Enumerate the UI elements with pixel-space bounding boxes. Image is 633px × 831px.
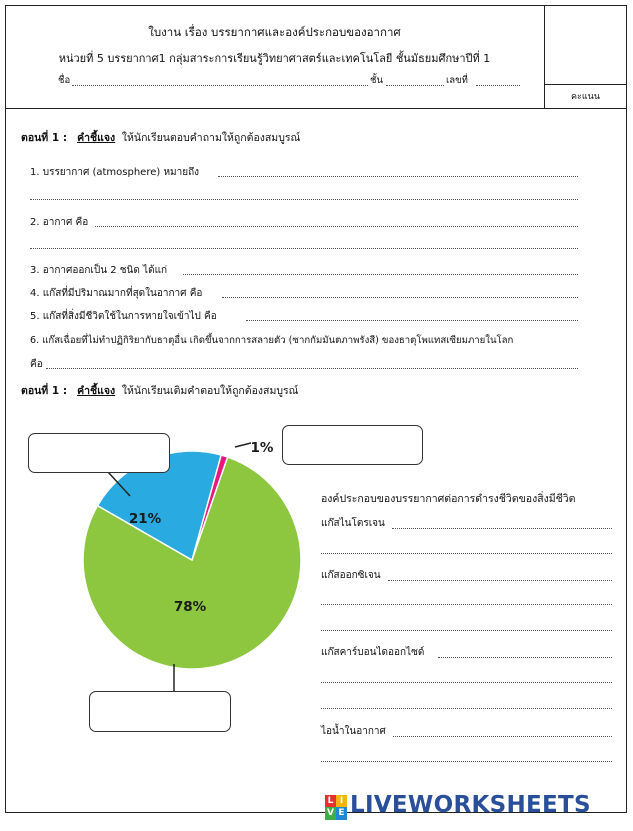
answer-box-78-percent[interactable]	[89, 691, 231, 732]
score-label: คะแนน	[571, 92, 600, 102]
question-6: 6. แก๊สเฉื่อยที่ไม่ทำปฏิกิริยากับธาตุอื่น เกิดขึ้นจากการสลายตัว (ซากกัมมันตภาพรังสี) ของธาตุโพแทสเซียมภายในโลก	[30, 335, 514, 346]
answer-line-6[interactable]	[46, 368, 578, 369]
worksheet-subtitle: หน่วยที่ 5 บรรยากาศ1 กลุ่มสาระการเรียนรู้วิทยาศาสตร์และเทคโนโลยี ชั้นมัธยมศึกษาปีที่ 1	[58, 52, 491, 65]
oxygen-line-2[interactable]	[321, 604, 612, 605]
oxygen-line-3[interactable]	[321, 630, 612, 631]
part1-instruction-label: คำชี้แจง	[77, 132, 116, 144]
number-label: เลขที่	[446, 75, 468, 86]
part2-label: ตอนที่ 1 :	[21, 385, 68, 397]
co2-line-3[interactable]	[321, 708, 612, 709]
co2-line-2[interactable]	[321, 682, 612, 683]
nitrogen-line-1[interactable]	[392, 528, 612, 529]
part1-instruction: ให้นักเรียนตอบคำถามให้ถูกต้องสมบูรณ์	[121, 132, 301, 144]
part2-instruction: ให้นักเรียนเติมคำตอบให้ถูกต้องสมบูรณ์	[121, 385, 299, 397]
pie-label-78: 78%	[173, 599, 207, 615]
part1-heading	[21, 129, 300, 146]
name-label: ชื่อ	[58, 75, 71, 86]
right-column-title: องค์ประกอบของบรรยากาศต่อการดำรงชีวิตของสิ่งมีชีวิต	[321, 493, 576, 505]
part2-instruction-label: คำชี้แจง	[77, 385, 116, 397]
question-2: 2. อากาศ คือ	[30, 217, 89, 228]
part1-label: ตอนที่ 1 :	[21, 132, 68, 144]
name-answer-line	[72, 85, 368, 86]
pie-label-1: 1%	[250, 440, 274, 456]
answer-line-2b[interactable]	[30, 248, 578, 249]
answer-line-1b[interactable]	[30, 199, 578, 200]
number-answer-line	[476, 85, 520, 86]
badge-letter-l: L	[325, 795, 336, 807]
oxygen-line-1[interactable]	[388, 580, 612, 581]
question-5: 5. แก๊สที่สิ่งมีชีวิตใช้ในการหายใจเข้าไป คือ	[30, 311, 217, 322]
answer-line-2a[interactable]	[95, 226, 578, 227]
answer-line-1a[interactable]	[218, 176, 578, 177]
water-vapor-line-1[interactable]	[393, 736, 612, 737]
answer-line-3[interactable]	[183, 274, 578, 275]
header-divider	[5, 108, 627, 109]
answer-box-21-percent[interactable]	[28, 433, 170, 473]
part2-heading	[21, 382, 298, 399]
question-1: 1. บรรยากาศ (atmosphere) หมายถึง	[30, 167, 200, 178]
score-label-divider	[544, 84, 627, 85]
question-3: 3. อากาศออกเป็น 2 ชนิด ได้แก่	[30, 265, 168, 276]
answer-line-5[interactable]	[246, 320, 578, 321]
co2-line-1[interactable]	[438, 657, 612, 658]
badge-letter-v: V	[325, 807, 336, 820]
leader-line-1	[235, 443, 251, 447]
question-4: 4. แก๊สที่มีปริมาณมากที่สุดในอากาศ คือ	[30, 288, 203, 299]
nitrogen-line-2[interactable]	[321, 553, 612, 554]
class-label: ชั้น	[370, 75, 383, 86]
badge-letter-i: I	[336, 795, 347, 807]
water-vapor-line-2[interactable]	[321, 761, 612, 762]
item-nitrogen: แก๊สไนโตรเจน	[321, 518, 385, 529]
item-water-vapor: ไอน้ำในอากาศ	[321, 726, 386, 737]
liveworksheets-badge-icon	[325, 795, 347, 820]
item-carbon-dioxide: แก๊สคาร์บอนไดออกไซด์	[321, 647, 425, 658]
answer-box-1-percent[interactable]	[282, 425, 423, 465]
question-6-continuation: คือ	[30, 359, 43, 370]
item-oxygen: แก๊สออกซิเจน	[321, 570, 381, 581]
worksheet-title: ใบงาน เรื่อง บรรยากาศและองค์ประกอบของอากาศ	[148, 25, 401, 39]
answer-line-4[interactable]	[222, 297, 578, 298]
class-answer-line	[386, 85, 444, 86]
pie-label-21: 21%	[128, 511, 162, 527]
badge-letter-e: E	[336, 807, 347, 820]
liveworksheets-brand: LIVEWORKSHEETS	[350, 792, 591, 818]
